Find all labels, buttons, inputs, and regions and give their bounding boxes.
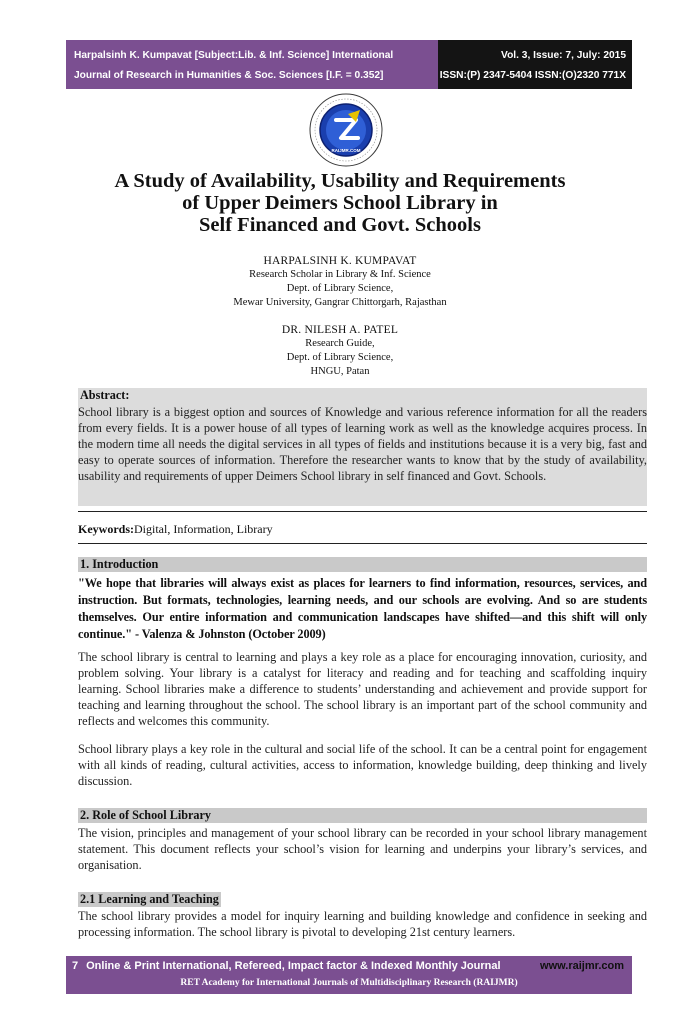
author-2-affiliation: HNGU, Patan [310,366,370,377]
author-1-dept: Dept. of Library Science, [286,283,394,294]
keywords-label: Keywords: [78,522,134,536]
footer-line-1 [72,959,628,974]
journal-header [66,40,632,89]
journal-volume-issue: Vol. 3, Issue: 7, July: 2015 [501,50,626,61]
keywords-bottom-rule [78,543,647,544]
footer-line-2: RET Academy for International Journals of Multidisciplinary Research (RAIJMR) [180,978,518,988]
footer-website-link[interactable]: www.raijmr.com [540,960,624,972]
journal-footer [66,956,632,994]
subsection-heading-learning: 2.1 Learning and Teaching [80,892,219,906]
section-heading-role: 2. Role of School Library [78,808,647,823]
intro-paragraph-1: The school library is central to learning and plays a key role as a place for encouraging innovation, curiosity, and problem solving. Your library is a catalyst for literacy and reading and for teaching and scaffolding inquiry learning. School libraries make a difference to students’ understanding and achievement and provide support for teaching and learning throughout the school. The school library is an important part of the school community and reflects and welcomes this community. [78,650,647,728]
intro-paragraph-2: School library plays a key role in the cultural and social life of the school. It can be a central point for engagement with all kinds of reading, cultural activities, access to information, knowledge building, deep thinking and lively discussion. [78,742,647,788]
author-2 [120,323,560,379]
keywords-text: Digital, Information, Library [134,522,273,536]
paper-title-line-3: Self Financed and Govt. Schools [199,214,481,236]
logo-text: RAIJMR.COM [331,148,361,153]
paper-title [80,170,600,236]
author-2-role: Research Guide, [305,338,375,349]
author-1-affiliation: Mewar University, Gangrar Chittorgarh, Rajasthan [233,297,447,308]
learning-paragraph: The school library provides a model for inquiry learning and building knowledge and confidence in seeking and processing information. The school library is pivotal to developing 21st century learners. [78,909,647,939]
logo-seal-icon [308,92,384,168]
author-2-name: DR. NILESH A. PATEL [281,324,399,336]
intro-quote: "We hope that libraries will always exist as places for learners to find information, resources, services, and instruction. But formats, technologies, learning needs, and our schools are evolving. And so are students themselves. Our entire information and communication landscapes have shifted—and this shift will only continue." - Valenza & Johnston (October 2009) [78,576,647,641]
abstract-text: School library is a biggest option and sources of Knowledge and various reference information for all the readers from every fields. It is a power house of all types of learning work as well as the knowledge acquires process. In the modern time all needs the digital services in all types of fields and institutions because it is a very big, fast and easy to operate sources of information. Therefore the researcher wants to know that by the study of availability, usability and requirements of upper Deimers School library in self financed and Govt. Schools. [78,405,647,483]
journal-header-right [438,40,632,89]
paper-title-line-1: A Study of Availability, Usability and Requirements [114,170,566,192]
paper-title-line-2: of Upper Deimers School Library in [182,192,498,214]
keywords [78,521,273,537]
footer-journal-description: Online & Print International, Refereed, Impact factor & Indexed Monthly Journal [86,960,501,972]
abstract-label: Abstract: [80,388,130,402]
page-number: 7 [72,960,79,972]
journal-header-left [66,40,438,89]
raijmr-logo-seal [308,92,384,168]
journal-issn: ISSN:(P) 2347-5404 ISSN:(O)2320 771X [439,70,626,81]
author-1-role: Research Scholar in Library & Inf. Science [249,269,431,280]
section-heading-introduction: 1. Introduction [78,557,647,572]
journal-header-journal-name: Journal of Research in Humanities & Soc. Sciences [I.F. = 0.352] [74,70,384,81]
keywords-top-rule [78,511,647,512]
journal-header-author-subject: Harpalsinh K. Kumpavat [Subject:Lib. & Inf. Science] International [74,50,394,61]
author-2-dept: Dept. of Library Science, [286,352,394,363]
role-paragraph: The vision, principles and management of your school library can be recorded in your school library management statement. This document reflects your school’s vision for learning and underpins your library’s services, and organisation. [78,826,647,872]
author-1-name: HARPALSINH K. KUMPAVAT [263,255,417,267]
author-1 [120,254,560,310]
